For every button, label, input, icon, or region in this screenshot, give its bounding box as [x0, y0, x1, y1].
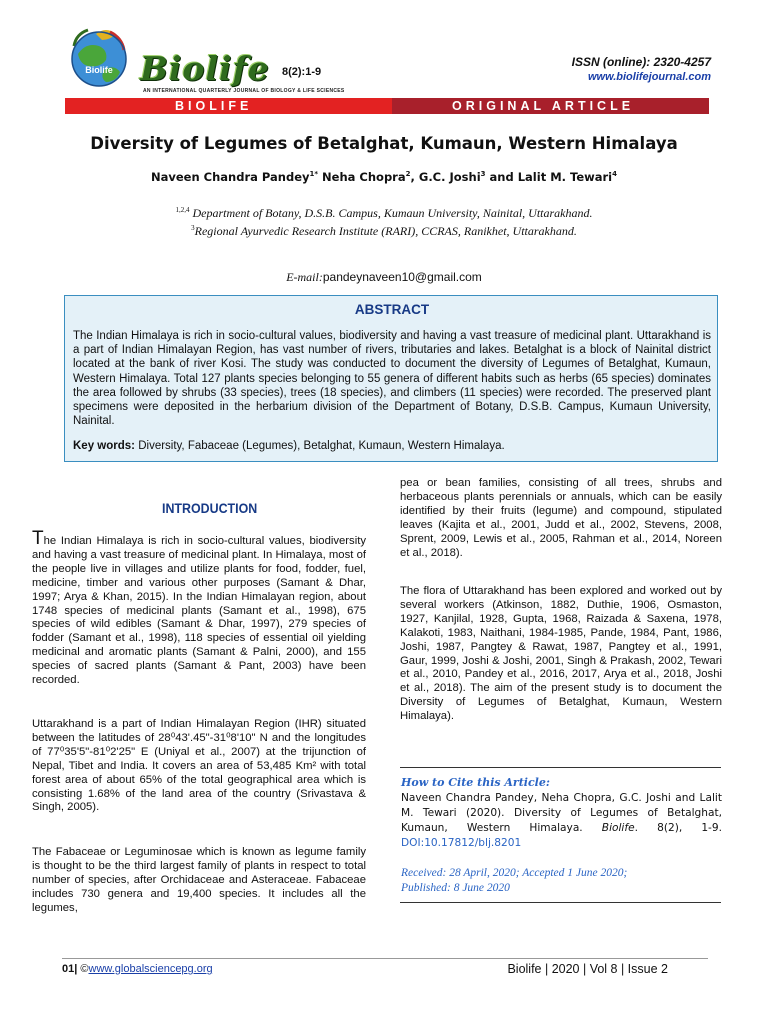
abstract-text: The Indian Himalaya is rich in socio-cultural values, biodiversity and having a vast treasure of medicinal plant. Uttarakhand is a part of Indian Himalayan Region, has vast number of rivers, tributaries and lakes. Betalghat is a block of Nainital district located at the bank of river Kosi. The study was conducted to document the diversity of Legumes of Betalghat, Kumaun, Western Himalaya. Total 127 plants species belonging to 55 genera of different habits such as herbs (65 species) dominates the area followed by shrubs (33 species), trees (18 species), and climbers (11 species) were recorded. The preserved plant specimens were deposited in the herbarium division of the Department of Botany, D.S.B. Campus, Kumaun University, Nainital.: [73, 330, 711, 428]
page-number: 01|: [62, 963, 78, 975]
journal-logo-globe: [66, 24, 132, 94]
issue-reference: 8(2):1-9: [282, 66, 322, 78]
intro-paragraph: The flora of Uttarakhand has been explored and worked out by several workers (Atkinson, 1882, Duthie, 1906, Osmaston, 1927, Kanjilal, 1928, Gupta, 1968, Raizada & Saxena, 1978, Kalakoti, 1983, Naithani, 1984-1985, Pande, 1984, Pant, 1986, Joshi, 1987, Pangtey & Rawat, 1987, Pangtey et al., 1991, Gaur, 1999, Joshi & Joshi, 2001, Singh & Prakash, 2002, Tewari et al., 2010, Pandey et al., 2016, 2017, Arya et al., 2018, Joshi et al., 2018). The aim of the present study is to document the Diversity of Legumes of Betalghat, Kumaun, Western Himalaya).: [400, 585, 722, 723]
intro-paragraph: The Fabaceae or Leguminosae which is known as legume family is thought to be the third largest family of plants in respect to total number of species, after Orchidaceae and Asteraceae. Fabaceae includes 730 genera and 19,400 species. It includes all the legumes,: [32, 846, 366, 914]
citation-text: Naveen Chandra Pandey, Neha Chopra, G.C. Joshi and Lalit M. Tewari (2020). Diversity of Legumes of Betalghat, Kumaun, Western Himalaya. Biolife. 8(2), 1-9. DOI:10.17812/blj.8201: [401, 792, 722, 849]
author-name: Neha Chopra: [322, 170, 406, 184]
doi-link[interactable]: DOI:10.17812/blj.8201: [401, 837, 522, 849]
citation-heading: How to Cite this Article:: [401, 776, 550, 789]
author-name: G.C. Joshi: [418, 170, 481, 184]
svg-text:Biolife: Biolife: [85, 65, 113, 75]
author-email: E-mail:pandeynaveen10@gmail.com: [286, 270, 482, 284]
keywords: Key words: Diversity, Fabaceae (Legumes), Betalghat, Kumaun, Western Himalaya.: [73, 440, 505, 452]
affiliation: $^3$Regional Ayurvedic Research Institute (RARI), CCRAS, Ranikhet, Uttarakhand.: [191, 224, 577, 238]
publisher-link[interactable]: www.globalsciencepg.org: [88, 963, 213, 975]
footer-rule: [62, 958, 708, 959]
article-type-label: ORIGINAL ARTICLE: [452, 99, 635, 113]
citation-top-rule: [400, 767, 721, 768]
article-dates: Received: 28 April, 2020; Accepted 1 June 2020; Published: 8 June 2020: [401, 867, 628, 894]
intro-paragraph: pea or bean families, consisting of all trees, shrubs and herbaceous plants perennials or annuals, which can be easily identified by their fruits (legume) and compound, stipulated leaves (Kajita et al., 2001, Judd et al., 2002, Stevens, 2008, Sprent, 2009, Lewis et al., 2005, Rahman et al., 2014, Noreen et al., 2018).: [400, 477, 722, 559]
author-name: Lalit M. Tewari: [517, 170, 613, 184]
journal-logo-wordmark: Biolife: [140, 49, 270, 88]
footer-left: 01| ©www.globalsciencepg.org: [62, 963, 213, 975]
intro-paragraph: The Indian Himalaya is rich in socio-cultural values, biodiversity and having a vast treasure of medicinal plant. In Himalaya, most of the people live in villages and utilize plants for food, fodder, fuel, medicine, timber and various other purposes (Samant & Dhar, 1997; Arya & Khan, 2015). In the Indian Himalayan region, about 1748 species of medicinal plants (Samant et al., 1998), 675 species of wild edibles (Samant & Dhar, 1997), 279 species of fodder (Samant et al., 1998), 118 species of essential oil yielding medicinal and aromatic plants (Samant & Palni, 2000), and 155 species of sacred plants (Samant & Pant, 2003) have been recorded.: [32, 528, 366, 687]
article-title: Diversity of Legumes of Betalghat, Kumaun, Western Himalaya: [90, 134, 678, 153]
author-list: Naveen Chandra Pandey$^{1*}$ Neha Chopra$^2$, G.C. Joshi$^3$ and Lalit M. Tewari$^4$: [150, 170, 617, 184]
journal-website-link[interactable]: www.biolifejournal.com: [587, 71, 711, 83]
issn: ISSN (online): 2320-4257: [571, 55, 711, 69]
introduction-heading: INTRODUCTION: [162, 501, 258, 516]
abstract-heading: ABSTRACT: [354, 302, 430, 317]
email-link[interactable]: pandeynaveen10@gmail.com: [322, 270, 482, 284]
journal-tagline: AN INTERNATIONAL QUARTERLY JOURNAL OF BIOLOGY & LIFE SCIENCES: [143, 88, 345, 94]
footer-journal-info: Biolife | 2020 | Vol 8 | Issue 2: [507, 962, 668, 976]
citation-bottom-rule: [400, 902, 721, 903]
intro-paragraph: Uttarakhand is a part of Indian Himalayan Region (IHR) situated between the latitudes of 28⁰43'.45"-31⁰8'10" N and the longitudes of 77⁰35'5"-81⁰2'25" E (Uniyal et al., 2007) at the trijunction of Nepal, Tibet and India. It covers an area of 53,485 Km² with total forest area of about 65% of the total geographical area which is consisting 1.68% of the land area of the country (Srivastava & Singh, 2005).: [32, 718, 366, 814]
affiliation: $^{1,2,4}$ Department of Botany, D.S.B. Campus, Kumaun University, Nainital, Uttarakhand.: [175, 206, 593, 220]
abstract-box: [64, 295, 718, 462]
author-name: Naveen Chandra Pandey: [150, 170, 310, 184]
journal-band-label: BIOLIFE: [175, 99, 253, 113]
